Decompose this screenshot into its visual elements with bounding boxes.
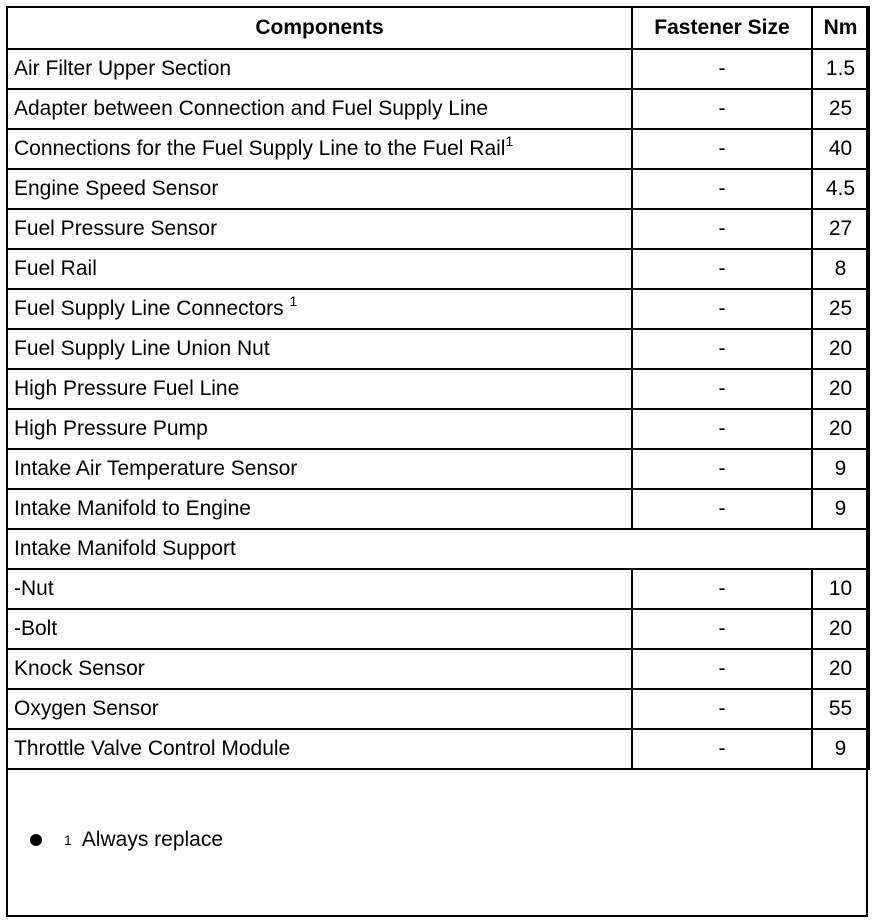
footnote-reference: 1 (505, 133, 514, 149)
torque-nm-cell: 9 (812, 489, 869, 529)
component-name: Oxygen Sensor (14, 697, 159, 720)
fastener-size-cell: - (632, 129, 812, 169)
table-row (7, 329, 869, 369)
component-cell (7, 689, 632, 729)
header-fastener-size: Fastener Size (632, 7, 812, 49)
torque-nm-cell: 25 (812, 289, 869, 329)
component-cell (7, 449, 632, 489)
table-row (7, 529, 869, 569)
table-header-row (7, 7, 869, 49)
component-name: Fuel Supply Line Union Nut (14, 337, 270, 360)
header-components: Components (7, 7, 632, 49)
fastener-size-cell: - (632, 329, 812, 369)
torque-nm-cell: 55 (812, 689, 869, 729)
component-cell (7, 209, 632, 249)
torque-nm-cell: 20 (812, 409, 869, 449)
component-cell (7, 369, 632, 409)
torque-nm-cell: 20 (812, 609, 869, 649)
component-name: High Pressure Fuel Line (14, 377, 240, 400)
table-row (7, 489, 869, 529)
torque-nm-cell: 10 (812, 569, 869, 609)
component-cell (7, 649, 632, 689)
component-name: Air Filter Upper Section (14, 57, 232, 80)
torque-nm-cell: 9 (812, 729, 869, 769)
torque-nm-cell: 4.5 (812, 169, 869, 209)
torque-nm-cell: 25 (812, 89, 869, 129)
fastener-size-cell: - (632, 569, 812, 609)
component-name: -Nut (14, 577, 54, 600)
torque-nm-cell: 20 (812, 329, 869, 369)
footnote: 1 Always replace (30, 828, 223, 852)
fastener-size-cell: - (632, 609, 812, 649)
component-name: High Pressure Pump (14, 417, 208, 440)
fastener-size-cell: - (632, 489, 812, 529)
component-name: Fuel Rail (14, 257, 97, 280)
component-cell (7, 169, 632, 209)
component-name: Intake Manifold to Engine (14, 497, 251, 520)
component-name: Fuel Pressure Sensor (14, 217, 218, 240)
fastener-size-cell: - (632, 209, 812, 249)
component-cell (7, 89, 632, 129)
torque-nm-cell: 40 (812, 129, 869, 169)
component-cell (7, 729, 632, 769)
table-row (7, 409, 869, 449)
component-cell (7, 329, 632, 369)
component-cell (7, 249, 632, 289)
footnote-text: Always replace (81, 828, 224, 851)
table-row (7, 609, 869, 649)
fastener-size-cell: - (632, 689, 812, 729)
table-row (7, 289, 869, 329)
component-cell (7, 489, 632, 529)
torque-nm-cell: 20 (812, 369, 869, 409)
component-name: Intake Manifold Support (14, 537, 236, 560)
component-name: Throttle Valve Control Module (14, 737, 291, 760)
fastener-size-cell: - (632, 249, 812, 289)
torque-nm-cell: 9 (812, 449, 869, 489)
bullet-icon (30, 834, 42, 846)
component-name: Adapter between Connection and Fuel Supply Line (14, 97, 488, 120)
table-row (7, 649, 869, 689)
torque-nm-cell: 27 (812, 209, 869, 249)
torque-nm-cell: 20 (812, 649, 869, 689)
component-cell (7, 569, 632, 609)
component-name: -Bolt (14, 617, 58, 640)
component-name: Connections for the Fuel Supply Line to the Fuel Rail (14, 137, 506, 160)
component-cell (7, 289, 632, 329)
component-cell (7, 409, 632, 449)
component-cell (7, 609, 632, 649)
table-row (7, 209, 869, 249)
table-row (7, 169, 869, 209)
fastener-size-cell: - (632, 169, 812, 209)
torque-nm-cell: 1.5 (812, 49, 869, 89)
table-row (7, 89, 869, 129)
fastener-size-cell: - (632, 89, 812, 129)
table-row (7, 689, 869, 729)
component-name: Intake Air Temperature Sensor (14, 457, 298, 480)
component-name: Fuel Supply Line Connectors (14, 297, 290, 320)
table-row (7, 449, 869, 489)
torque-nm-cell: 8 (812, 249, 869, 289)
table-row (7, 569, 869, 609)
table-row (7, 729, 869, 769)
fastener-size-cell: - (632, 409, 812, 449)
header-nm: Nm (812, 7, 869, 49)
table-row (7, 129, 869, 169)
fastener-size-cell: - (632, 369, 812, 409)
fastener-size-cell: - (632, 449, 812, 489)
torque-spec-table (6, 6, 870, 770)
component-cell (7, 129, 632, 169)
table-row (7, 49, 869, 89)
table-row (7, 249, 869, 289)
component-cell (7, 49, 632, 89)
component-name: Knock Sensor (14, 657, 145, 680)
fastener-size-cell: - (632, 649, 812, 689)
fastener-size-cell: - (632, 729, 812, 769)
table-row (7, 369, 869, 409)
fastener-size-cell: - (632, 49, 812, 89)
footnote-reference: 1 (289, 293, 298, 309)
component-name: Engine Speed Sensor (14, 177, 219, 200)
fastener-size-cell: - (632, 289, 812, 329)
section-heading-cell (7, 529, 869, 569)
